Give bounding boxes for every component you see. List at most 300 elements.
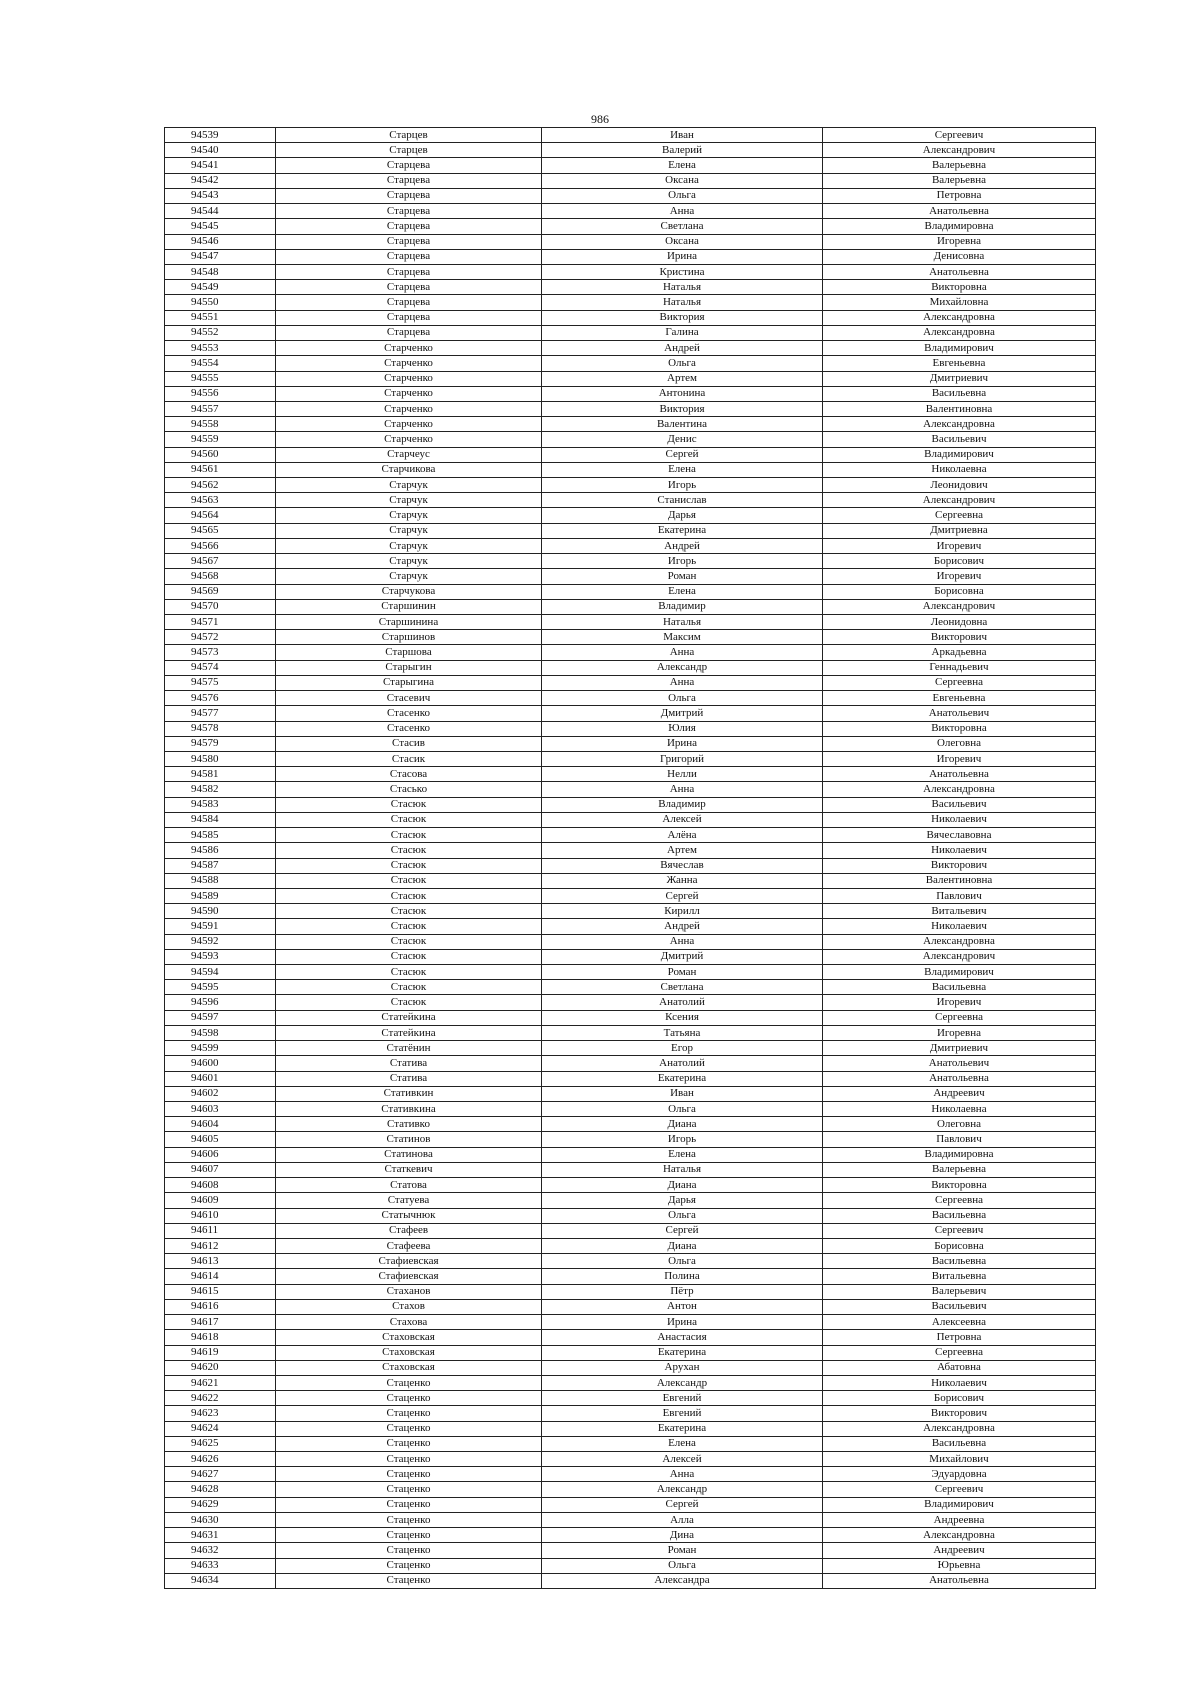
first-name-cell: Екатерина <box>542 523 823 538</box>
patronymic-cell: Викторович <box>823 630 1096 645</box>
table-row <box>165 478 1096 493</box>
table-row <box>165 1223 1096 1238</box>
surname-cell: Старцева <box>276 325 542 340</box>
patronymic-cell: Анатольевна <box>823 204 1096 219</box>
record-number-cell: 94597 <box>165 1010 276 1025</box>
table-row <box>165 1512 1096 1527</box>
first-name-cell: Наталья <box>542 295 823 310</box>
surname-cell: Старчук <box>276 523 542 538</box>
first-name-cell: Сергей <box>542 1497 823 1512</box>
record-number-cell: 94608 <box>165 1178 276 1193</box>
table-row <box>165 812 1096 827</box>
table-row <box>165 1467 1096 1482</box>
table-row <box>165 660 1096 675</box>
record-number-cell: 94616 <box>165 1299 276 1314</box>
surname-cell: Статкевич <box>276 1162 542 1177</box>
surname-cell: Стафеева <box>276 1238 542 1253</box>
patronymic-cell: Александрович <box>823 143 1096 158</box>
first-name-cell: Роман <box>542 569 823 584</box>
patronymic-cell: Олеговна <box>823 736 1096 751</box>
record-number-cell: 94588 <box>165 873 276 888</box>
surname-cell: Статычнюк <box>276 1208 542 1223</box>
surname-cell: Стахов <box>276 1299 542 1314</box>
surname-cell: Стаховская <box>276 1330 542 1345</box>
surname-cell: Стасюк <box>276 904 542 919</box>
first-name-cell: Андрей <box>542 919 823 934</box>
surname-cell: Стасенко <box>276 721 542 736</box>
record-number-cell: 94560 <box>165 447 276 462</box>
table-row <box>165 143 1096 158</box>
first-name-cell: Игорь <box>542 478 823 493</box>
table-row <box>165 691 1096 706</box>
surname-cell: Старшова <box>276 645 542 660</box>
record-number-cell: 94594 <box>165 965 276 980</box>
first-name-cell: Диана <box>542 1117 823 1132</box>
surname-cell: Стативкина <box>276 1102 542 1117</box>
surname-cell: Стаценко <box>276 1497 542 1512</box>
first-name-cell: Анна <box>542 204 823 219</box>
first-name-cell: Анна <box>542 1467 823 1482</box>
first-name-cell: Юлия <box>542 721 823 736</box>
first-name-cell: Алёна <box>542 828 823 843</box>
patronymic-cell: Игоревич <box>823 569 1096 584</box>
table-row <box>165 1406 1096 1421</box>
surname-cell: Старцева <box>276 264 542 279</box>
record-number-cell: 94614 <box>165 1269 276 1284</box>
surname-cell: Старченко <box>276 417 542 432</box>
record-number-cell: 94610 <box>165 1208 276 1223</box>
first-name-cell: Ирина <box>542 1315 823 1330</box>
table-row <box>165 538 1096 553</box>
patronymic-cell: Валерьевич <box>823 1284 1096 1299</box>
patronymic-cell: Павлович <box>823 1132 1096 1147</box>
table-row <box>165 1375 1096 1390</box>
record-number-cell: 94582 <box>165 782 276 797</box>
patronymic-cell: Николаевна <box>823 1102 1096 1117</box>
record-number-cell: 94576 <box>165 691 276 706</box>
patronymic-cell: Васильевна <box>823 1254 1096 1269</box>
record-number-cell: 94569 <box>165 584 276 599</box>
table-row <box>165 599 1096 614</box>
surname-cell: Старчукова <box>276 584 542 599</box>
surname-cell: Стативкин <box>276 1086 542 1101</box>
first-name-cell: Вячеслав <box>542 858 823 873</box>
record-number-cell: 94619 <box>165 1345 276 1360</box>
patronymic-cell: Леонидович <box>823 478 1096 493</box>
record-number-cell: 94571 <box>165 615 276 630</box>
first-name-cell: Елена <box>542 584 823 599</box>
first-name-cell: Ольга <box>542 691 823 706</box>
surname-cell: Стасюк <box>276 843 542 858</box>
table-row <box>165 447 1096 462</box>
table-row <box>165 1573 1096 1588</box>
surname-cell: Статива <box>276 1056 542 1071</box>
patronymic-cell: Валерьевна <box>823 173 1096 188</box>
patronymic-cell: Александрович <box>823 949 1096 964</box>
surname-cell: Стасюк <box>276 812 542 827</box>
table-row <box>165 995 1096 1010</box>
table-row <box>165 310 1096 325</box>
record-number-cell: 94579 <box>165 736 276 751</box>
surname-cell: Стаценко <box>276 1436 542 1451</box>
patronymic-cell: Вячеславовна <box>823 828 1096 843</box>
record-number-cell: 94591 <box>165 919 276 934</box>
first-name-cell: Александр <box>542 660 823 675</box>
patronymic-cell: Николаевна <box>823 462 1096 477</box>
surname-cell: Старцев <box>276 143 542 158</box>
table-row <box>165 173 1096 188</box>
table-row <box>165 249 1096 264</box>
table-row <box>165 751 1096 766</box>
surname-cell: Стасюк <box>276 965 542 980</box>
record-number-cell: 94565 <box>165 523 276 538</box>
surname-cell: Стасюк <box>276 797 542 812</box>
surname-cell: Старцева <box>276 234 542 249</box>
surname-cell: Стасив <box>276 736 542 751</box>
patronymic-cell: Александровна <box>823 417 1096 432</box>
first-name-cell: Александр <box>542 1375 823 1390</box>
surname-cell: Старцева <box>276 158 542 173</box>
table-row <box>165 1330 1096 1345</box>
surname-cell: Стаценко <box>276 1482 542 1497</box>
first-name-cell: Диана <box>542 1238 823 1253</box>
first-name-cell: Иван <box>542 128 823 143</box>
table-row <box>165 295 1096 310</box>
patronymic-cell: Александровна <box>823 310 1096 325</box>
patronymic-cell: Михайлович <box>823 1452 1096 1467</box>
table-row <box>165 782 1096 797</box>
surname-cell: Старчук <box>276 569 542 584</box>
surname-cell: Стасюк <box>276 858 542 873</box>
surname-cell: Старчук <box>276 508 542 523</box>
surname-cell: Статива <box>276 1071 542 1086</box>
surname-cell: Старцева <box>276 204 542 219</box>
patronymic-cell: Борисовна <box>823 584 1096 599</box>
patronymic-cell: Борисович <box>823 1391 1096 1406</box>
surname-cell: Стасюк <box>276 934 542 949</box>
patronymic-cell: Юрьевна <box>823 1558 1096 1573</box>
patronymic-cell: Павлович <box>823 888 1096 903</box>
register-body <box>165 128 1096 1589</box>
patronymic-cell: Васильевна <box>823 980 1096 995</box>
first-name-cell: Пётр <box>542 1284 823 1299</box>
first-name-cell: Арухан <box>542 1360 823 1375</box>
patronymic-cell: Владимирович <box>823 965 1096 980</box>
patronymic-cell: Анатольевна <box>823 767 1096 782</box>
record-number-cell: 94618 <box>165 1330 276 1345</box>
surname-cell: Стасюк <box>276 919 542 934</box>
record-number-cell: 94547 <box>165 249 276 264</box>
table-row <box>165 843 1096 858</box>
record-number-cell: 94605 <box>165 1132 276 1147</box>
table-row <box>165 1528 1096 1543</box>
first-name-cell: Ольга <box>542 1102 823 1117</box>
record-number-cell: 94600 <box>165 1056 276 1071</box>
surname-cell: Стасик <box>276 751 542 766</box>
table-row <box>165 904 1096 919</box>
first-name-cell: Елена <box>542 158 823 173</box>
record-number-cell: 94562 <box>165 478 276 493</box>
record-number-cell: 94541 <box>165 158 276 173</box>
surname-cell: Стаценко <box>276 1452 542 1467</box>
surname-cell: Стаценко <box>276 1512 542 1527</box>
first-name-cell: Евгений <box>542 1406 823 1421</box>
record-number-cell: 94627 <box>165 1467 276 1482</box>
first-name-cell: Елена <box>542 462 823 477</box>
patronymic-cell: Сергеевна <box>823 1010 1096 1025</box>
surname-cell: Стаценко <box>276 1467 542 1482</box>
table-row <box>165 721 1096 736</box>
first-name-cell: Светлана <box>542 219 823 234</box>
table-row <box>165 371 1096 386</box>
table-row <box>165 645 1096 660</box>
patronymic-cell: Аркадьевна <box>823 645 1096 660</box>
patronymic-cell: Сергеевич <box>823 1223 1096 1238</box>
first-name-cell: Екатерина <box>542 1071 823 1086</box>
record-number-cell: 94592 <box>165 934 276 949</box>
patronymic-cell: Алексеевна <box>823 1315 1096 1330</box>
record-number-cell: 94580 <box>165 751 276 766</box>
surname-cell: Старшинина <box>276 615 542 630</box>
table-row <box>165 797 1096 812</box>
record-number-cell: 94583 <box>165 797 276 812</box>
table-row <box>165 1117 1096 1132</box>
patronymic-cell: Васильевна <box>823 1208 1096 1223</box>
record-number-cell: 94606 <box>165 1147 276 1162</box>
patronymic-cell: Валентиновна <box>823 401 1096 416</box>
patronymic-cell: Игоревич <box>823 995 1096 1010</box>
patronymic-cell: Владимирович <box>823 1497 1096 1512</box>
record-number-cell: 94581 <box>165 767 276 782</box>
surname-cell: Старченко <box>276 371 542 386</box>
first-name-cell: Владимир <box>542 797 823 812</box>
patronymic-cell: Андреевич <box>823 1086 1096 1101</box>
record-number-cell: 94551 <box>165 310 276 325</box>
table-row <box>165 264 1096 279</box>
record-number-cell: 94633 <box>165 1558 276 1573</box>
table-row <box>165 1193 1096 1208</box>
patronymic-cell: Игоревна <box>823 234 1096 249</box>
first-name-cell: Дарья <box>542 1193 823 1208</box>
record-number-cell: 94629 <box>165 1497 276 1512</box>
first-name-cell: Татьяна <box>542 1025 823 1040</box>
surname-cell: Стасько <box>276 782 542 797</box>
surname-cell: Стаценко <box>276 1421 542 1436</box>
surname-cell: Стаценко <box>276 1391 542 1406</box>
first-name-cell: Светлана <box>542 980 823 995</box>
surname-cell: Старцева <box>276 173 542 188</box>
patronymic-cell: Николаевич <box>823 843 1096 858</box>
table-row <box>165 341 1096 356</box>
first-name-cell: Артем <box>542 371 823 386</box>
table-row <box>165 1208 1096 1223</box>
record-number-cell: 94548 <box>165 264 276 279</box>
first-name-cell: Роман <box>542 965 823 980</box>
surname-cell: Стасова <box>276 767 542 782</box>
surname-cell: Стаценко <box>276 1543 542 1558</box>
record-number-cell: 94546 <box>165 234 276 249</box>
surname-cell: Старцева <box>276 188 542 203</box>
patronymic-cell: Леонидовна <box>823 615 1096 630</box>
table-row <box>165 965 1096 980</box>
table-row <box>165 1315 1096 1330</box>
patronymic-cell: Валерьевна <box>823 1162 1096 1177</box>
patronymic-cell: Сергеевна <box>823 1193 1096 1208</box>
patronymic-cell: Сергеевна <box>823 1345 1096 1360</box>
patronymic-cell: Дмитриевна <box>823 523 1096 538</box>
record-number-cell: 94589 <box>165 888 276 903</box>
surname-cell: Старцева <box>276 219 542 234</box>
first-name-cell: Григорий <box>542 751 823 766</box>
table-row <box>165 493 1096 508</box>
record-number-cell: 94568 <box>165 569 276 584</box>
record-number-cell: 94572 <box>165 630 276 645</box>
first-name-cell: Станислав <box>542 493 823 508</box>
table-row <box>165 325 1096 340</box>
record-number-cell: 94554 <box>165 356 276 371</box>
surname-cell: Старцев <box>276 128 542 143</box>
table-row <box>165 615 1096 630</box>
table-row <box>165 706 1096 721</box>
patronymic-cell: Александровна <box>823 1528 1096 1543</box>
patronymic-cell: Игоревна <box>823 1025 1096 1040</box>
patronymic-cell: Валерьевна <box>823 158 1096 173</box>
table-row <box>165 1299 1096 1314</box>
record-number-cell: 94612 <box>165 1238 276 1253</box>
record-number-cell: 94604 <box>165 1117 276 1132</box>
patronymic-cell: Александровна <box>823 934 1096 949</box>
record-number-cell: 94593 <box>165 949 276 964</box>
first-name-cell: Анна <box>542 675 823 690</box>
table-row <box>165 873 1096 888</box>
first-name-cell: Владимир <box>542 599 823 614</box>
record-number-cell: 94621 <box>165 1375 276 1390</box>
patronymic-cell: Андреевич <box>823 1543 1096 1558</box>
patronymic-cell: Сергеевна <box>823 508 1096 523</box>
table-row <box>165 858 1096 873</box>
table-row <box>165 1238 1096 1253</box>
first-name-cell: Сергей <box>542 1223 823 1238</box>
table-row <box>165 1010 1096 1025</box>
patronymic-cell: Валентиновна <box>823 873 1096 888</box>
surname-cell: Старчук <box>276 538 542 553</box>
patronymic-cell: Владимирович <box>823 341 1096 356</box>
record-number-cell: 94607 <box>165 1162 276 1177</box>
patronymic-cell: Николаевич <box>823 1375 1096 1390</box>
first-name-cell: Анастасия <box>542 1330 823 1345</box>
first-name-cell: Андрей <box>542 341 823 356</box>
surname-cell: Старшинов <box>276 630 542 645</box>
table-row <box>165 934 1096 949</box>
surname-cell: Статинов <box>276 1132 542 1147</box>
patronymic-cell: Васильевич <box>823 1299 1096 1314</box>
table-row <box>165 356 1096 371</box>
first-name-cell: Дина <box>542 1528 823 1543</box>
patronymic-cell: Николаевич <box>823 812 1096 827</box>
table-row <box>165 1421 1096 1436</box>
patronymic-cell: Александровна <box>823 1421 1096 1436</box>
surname-cell: Статуева <box>276 1193 542 1208</box>
surname-cell: Статейкина <box>276 1025 542 1040</box>
surname-cell: Стахова <box>276 1315 542 1330</box>
first-name-cell: Алексей <box>542 1452 823 1467</box>
surname-cell: Старыгин <box>276 660 542 675</box>
record-number-cell: 94613 <box>165 1254 276 1269</box>
patronymic-cell: Александровна <box>823 782 1096 797</box>
record-number-cell: 94622 <box>165 1391 276 1406</box>
table-row <box>165 432 1096 447</box>
patronymic-cell: Викторовна <box>823 721 1096 736</box>
surname-cell: Стаценко <box>276 1573 542 1588</box>
record-number-cell: 94611 <box>165 1223 276 1238</box>
record-number-cell: 94564 <box>165 508 276 523</box>
first-name-cell: Валерий <box>542 143 823 158</box>
patronymic-cell: Анатольевна <box>823 1573 1096 1588</box>
first-name-cell: Ольга <box>542 1558 823 1573</box>
first-name-cell: Ольга <box>542 188 823 203</box>
table-row <box>165 188 1096 203</box>
table-row <box>165 234 1096 249</box>
table-row <box>165 1071 1096 1086</box>
first-name-cell: Игорь <box>542 1132 823 1147</box>
surname-cell: Стафеев <box>276 1223 542 1238</box>
first-name-cell: Ольга <box>542 1254 823 1269</box>
surname-cell: Статова <box>276 1178 542 1193</box>
record-number-cell: 94567 <box>165 554 276 569</box>
record-number-cell: 94628 <box>165 1482 276 1497</box>
surname-cell: Старченко <box>276 432 542 447</box>
page-number: 986 <box>591 112 609 126</box>
table-row <box>165 1452 1096 1467</box>
table-row <box>165 584 1096 599</box>
table-row <box>165 554 1096 569</box>
surname-cell: Стаценко <box>276 1375 542 1390</box>
table-row <box>165 888 1096 903</box>
record-number-cell: 94626 <box>165 1452 276 1467</box>
surname-cell: Стативко <box>276 1117 542 1132</box>
record-number-cell: 94584 <box>165 812 276 827</box>
first-name-cell: Анна <box>542 782 823 797</box>
record-number-cell: 94632 <box>165 1543 276 1558</box>
table-row <box>165 523 1096 538</box>
record-number-cell: 94573 <box>165 645 276 660</box>
record-number-cell: 94545 <box>165 219 276 234</box>
table-row <box>165 1025 1096 1040</box>
record-number-cell: 94553 <box>165 341 276 356</box>
record-number-cell: 94590 <box>165 904 276 919</box>
first-name-cell: Ирина <box>542 736 823 751</box>
first-name-cell: Виктория <box>542 310 823 325</box>
record-number-cell: 94598 <box>165 1025 276 1040</box>
first-name-cell: Александр <box>542 1482 823 1497</box>
patronymic-cell: Витальевна <box>823 1269 1096 1284</box>
patronymic-cell: Васильевна <box>823 386 1096 401</box>
patronymic-cell: Дмитриевич <box>823 1041 1096 1056</box>
first-name-cell: Сергей <box>542 447 823 462</box>
patronymic-cell: Олеговна <box>823 1117 1096 1132</box>
patronymic-cell: Борисович <box>823 554 1096 569</box>
first-name-cell: Ирина <box>542 249 823 264</box>
first-name-cell: Дмитрий <box>542 949 823 964</box>
record-number-cell: 94634 <box>165 1573 276 1588</box>
record-number-cell: 94543 <box>165 188 276 203</box>
table-row <box>165 1543 1096 1558</box>
patronymic-cell: Анатольевна <box>823 264 1096 279</box>
patronymic-cell: Петровна <box>823 188 1096 203</box>
first-name-cell: Антонина <box>542 386 823 401</box>
patronymic-cell: Игоревич <box>823 751 1096 766</box>
surname-cell: Старчук <box>276 554 542 569</box>
